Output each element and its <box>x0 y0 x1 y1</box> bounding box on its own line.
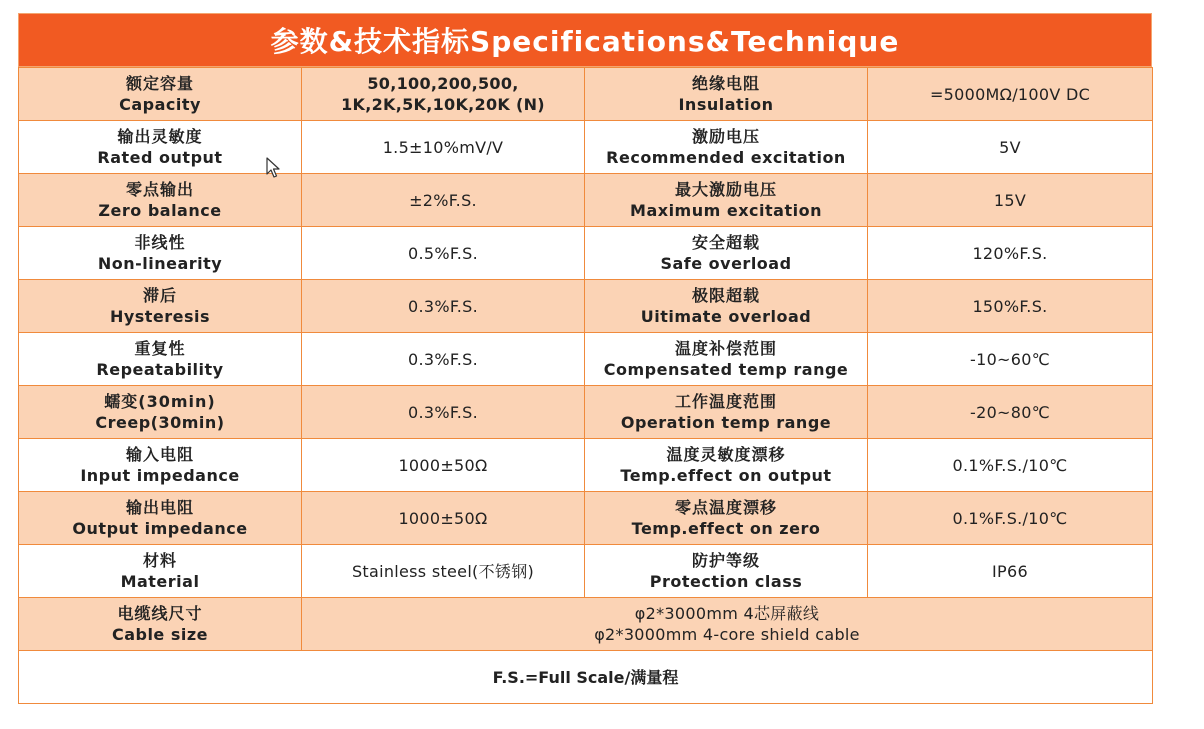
input-impedance-value: 1000±50Ω <box>302 439 585 492</box>
repeatability-value: 0.3%F.S. <box>302 333 585 386</box>
temp-effect-zero-label: 零点温度漂移 Temp.effect on zero <box>585 492 868 545</box>
ultimate-overload-label: 极限超载 Uitimate overload <box>585 280 868 333</box>
non-linearity-value: 0.5%F.S. <box>302 227 585 280</box>
capacity-value: 50,100,200,500, 1K,2K,5K,10K,20K (N) <box>302 68 585 121</box>
repeatability-label: 重复性 Repeatability <box>19 333 302 386</box>
page-title: 参数&技术指标Specifications&Technique <box>18 13 1152 67</box>
non-linearity-label: 非线性 Non-linearity <box>19 227 302 280</box>
temp-effect-output-value: 0.1%F.S./10℃ <box>868 439 1153 492</box>
safe-overload-value: 120%F.S. <box>868 227 1153 280</box>
table-row <box>19 492 1153 545</box>
excitation-value: 5V <box>868 121 1153 174</box>
table-row <box>19 174 1153 227</box>
rated-output-label: 输出灵敏度 Rated output <box>19 121 302 174</box>
protection-class-label: 防护等级 Protection class <box>585 545 868 598</box>
operation-temp-label: 工作温度范围 Operation temp range <box>585 386 868 439</box>
safe-overload-label: 安全超载 Safe overload <box>585 227 868 280</box>
cable-size-label: 电缆线尺寸 Cable size <box>19 598 302 651</box>
capacity-label: 额定容量 Capacity <box>19 68 302 121</box>
mouse-pointer-icon <box>266 157 282 179</box>
material-label: 材料 Material <box>19 545 302 598</box>
cable-size-value: φ2*3000mm 4芯屏蔽线 φ2*3000mm 4-core shield cable <box>302 598 1153 651</box>
hysteresis-value: 0.3%F.S. <box>302 280 585 333</box>
material-value: Stainless steel(不锈钢) <box>302 545 585 598</box>
rated-output-value: 1.5±10%mV/V <box>302 121 585 174</box>
creep-value: 0.3%F.S. <box>302 386 585 439</box>
table-row <box>19 227 1153 280</box>
table-row <box>19 280 1153 333</box>
footer-note: F.S.=Full Scale/满量程 <box>19 651 1153 704</box>
protection-class-value: IP66 <box>868 545 1153 598</box>
ultimate-overload-value: 150%F.S. <box>868 280 1153 333</box>
max-excitation-label: 最大激励电压 Maximum excitation <box>585 174 868 227</box>
table-row <box>19 121 1153 174</box>
hysteresis-label: 滞后 Hysteresis <box>19 280 302 333</box>
table-row <box>19 651 1153 704</box>
table-row <box>19 439 1153 492</box>
excitation-label: 激励电压 Recommended excitation <box>585 121 868 174</box>
max-excitation-value: 15V <box>868 174 1153 227</box>
operation-temp-value: -20~80℃ <box>868 386 1153 439</box>
table-row <box>19 386 1153 439</box>
temp-effect-output-label: 温度灵敏度漂移 Temp.effect on output <box>585 439 868 492</box>
table-row <box>19 333 1153 386</box>
spec-sheet <box>18 13 1152 704</box>
creep-label: 蠕变(30min) Creep(30min) <box>19 386 302 439</box>
temp-effect-zero-value: 0.1%F.S./10℃ <box>868 492 1153 545</box>
input-impedance-label: 输入电阻 Input impedance <box>19 439 302 492</box>
compensated-temp-value: -10~60℃ <box>868 333 1153 386</box>
zero-balance-label: 零点输出 Zero balance <box>19 174 302 227</box>
zero-balance-value: ±2%F.S. <box>302 174 585 227</box>
table-row <box>19 545 1153 598</box>
insulation-label: 绝缘电阻 Insulation <box>585 68 868 121</box>
output-impedance-label: 输出电阻 Output impedance <box>19 492 302 545</box>
output-impedance-value: 1000±50Ω <box>302 492 585 545</box>
compensated-temp-label: 温度补偿范围 Compensated temp range <box>585 333 868 386</box>
table-row <box>19 598 1153 651</box>
table-row <box>19 68 1153 121</box>
spec-table <box>18 67 1153 704</box>
insulation-value: =5000MΩ/100V DC <box>868 68 1153 121</box>
